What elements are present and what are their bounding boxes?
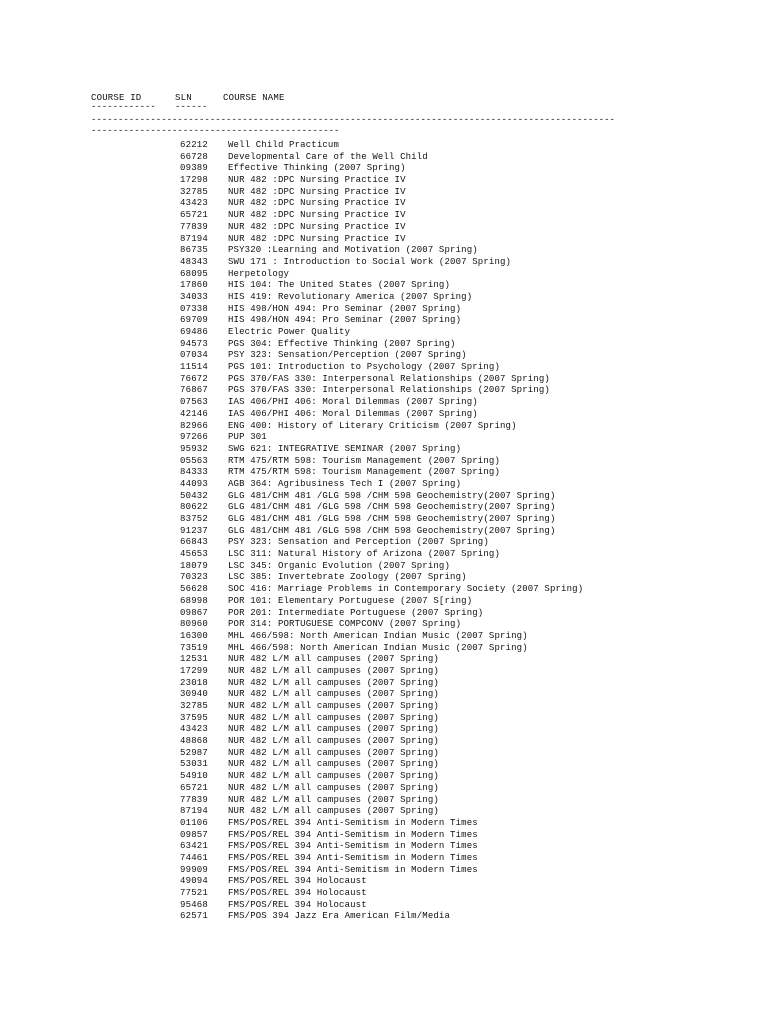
course-name-value: FMS/POS/REL 394 Anti-Semitism in Modern Times [228, 817, 478, 828]
list-item [0, 234, 768, 246]
separator-line: ------------------------------------------------------------------------------------------------- [91, 115, 615, 125]
sln-value: 91237 [180, 525, 209, 536]
sln-value: 76867 [180, 385, 209, 396]
sln-value: 56628 [180, 584, 209, 595]
course-name-value: POR 201: Intermediate Portuguese (2007 Spring) [228, 607, 484, 618]
list-item [0, 292, 768, 304]
list-item [0, 736, 768, 748]
list-item [0, 421, 768, 433]
sln-value: 48868 [180, 736, 209, 747]
course-name-value: NUR 482 :DPC Nursing Practice IV [228, 221, 406, 232]
list-item [0, 327, 768, 339]
sln-value: 80960 [180, 619, 209, 630]
sln-value: 68095 [180, 268, 209, 279]
sln-value: 09867 [180, 607, 209, 618]
course-name-value: PUP 301 [228, 432, 267, 443]
course-name-value: FMS/POS 394 Jazz Era American Film/Media [228, 911, 451, 922]
list-item [0, 339, 768, 351]
course-name-value: NUR 482 :DPC Nursing Practice IV [228, 210, 406, 221]
course-name-value: Electric Power Quality [228, 327, 351, 337]
list-item [0, 631, 768, 643]
course-name-value: HIS 498/HON 494: Pro Seminar (2007 Spring) [228, 315, 462, 326]
list-item [0, 713, 768, 725]
sln-value: 77839 [180, 221, 209, 232]
list-item [0, 362, 768, 374]
course-list [0, 140, 768, 923]
course-name-value: NUR 482 L/M all campuses (2007 Spring) [228, 736, 439, 747]
sln-value: 73519 [180, 642, 209, 653]
list-item [0, 187, 768, 199]
sln-value: 52987 [180, 747, 209, 758]
sln-value: 95468 [180, 899, 209, 910]
sln-value: 80622 [180, 502, 209, 513]
sln-value: 43423 [180, 724, 209, 735]
sln-value: 01106 [180, 817, 209, 828]
list-item [0, 514, 768, 526]
sln-value: 16300 [180, 630, 209, 641]
sln-underline: ------ [175, 102, 208, 112]
course-name-value: IAS 406/PHI 406: Moral Dilemmas (2007 Spring) [228, 397, 478, 408]
list-item [0, 245, 768, 257]
list-item [0, 432, 768, 444]
sln-value: 30940 [180, 689, 209, 700]
sln-value: 07034 [180, 350, 209, 361]
sln-value: 77839 [180, 794, 209, 805]
list-item [0, 152, 768, 164]
list-item [0, 269, 768, 281]
course-name-value: Well Child Practicum [228, 140, 340, 150]
sln-value: 82966 [180, 420, 209, 431]
list-item [0, 456, 768, 468]
course-name-value: FMS/POS/REL 394 Anti-Semitism in Modern Times [228, 864, 478, 875]
course-name-value: MHL 466/598: North American Indian Music (2007 Spring) [228, 642, 528, 653]
list-item [0, 526, 768, 538]
list-item [0, 198, 768, 210]
list-item [0, 315, 768, 327]
list-item [0, 643, 768, 655]
course-name-value: FMS/POS/REL 394 Anti-Semitism in Modern Times [228, 841, 478, 852]
sln-value: 43423 [180, 198, 209, 209]
sln-value: 48343 [180, 256, 209, 267]
course-name-value: POR 101: Elementary Portuguese (2007 S[ring) [228, 595, 473, 606]
sln-value: 50432 [180, 490, 209, 501]
sln-value: 94573 [180, 338, 209, 349]
course-name-value: RTM 475/RTM 598: Tourism Management (2007 Spring) [228, 455, 500, 466]
list-item [0, 409, 768, 421]
list-item [0, 572, 768, 584]
course-name-value: LSC 311: Natural History of Arizona (2007 Spring) [228, 549, 500, 560]
sln-value: 42146 [180, 408, 209, 419]
sln-value: 32785 [180, 186, 209, 197]
list-item [0, 304, 768, 316]
course-name-value: NUR 482 L/M all campuses (2007 Spring) [228, 712, 439, 723]
sln-value: 34033 [180, 291, 209, 302]
course-name-value: SWG 621: INTEGRATIVE SEMINAR (2007 Spring) [228, 443, 462, 454]
sln-value: 09389 [180, 163, 209, 174]
list-item [0, 467, 768, 479]
list-item [0, 724, 768, 736]
list-item [0, 654, 768, 666]
sln-value: 12531 [180, 654, 209, 665]
list-item [0, 397, 768, 409]
course-name-value: FMS/POS/REL 394 Holocaust [228, 888, 367, 898]
course-name-value: Effective Thinking (2007 Spring) [228, 163, 406, 174]
course-name-value: NUR 482 L/M all campuses (2007 Spring) [228, 794, 439, 805]
list-item [0, 549, 768, 561]
list-item [0, 783, 768, 795]
sln-value: 05563 [180, 455, 209, 466]
sln-value: 69709 [180, 315, 209, 326]
course-name-value: PSY 323: Sensation/Perception (2007 Spring) [228, 350, 467, 361]
course-name-value: Herpetology [228, 268, 290, 279]
list-item [0, 759, 768, 771]
sln-value: 32785 [180, 701, 209, 711]
sln-value: 87194 [180, 233, 209, 244]
course-name-value: PGS 370/FAS 330: Interpersonal Relationships (2007 Spring) [228, 385, 550, 396]
separator-line-continued: ---------------------------------------------- [91, 126, 340, 136]
sln-value: 76672 [180, 373, 209, 384]
sln-value: 07563 [180, 397, 209, 408]
sln-value: 09857 [180, 829, 209, 840]
course-name-value: NUR 482 L/M all campuses (2007 Spring) [228, 724, 439, 735]
list-item [0, 537, 768, 549]
list-item [0, 888, 768, 900]
sln-value: 62571 [180, 911, 209, 922]
list-item [0, 619, 768, 631]
course-name-value: NUR 482 L/M all campuses (2007 Spring) [228, 665, 439, 676]
sln-value: 45653 [180, 549, 209, 560]
list-item [0, 491, 768, 503]
sln-value: 87194 [180, 806, 209, 817]
list-item [0, 140, 768, 152]
course-name-value: MHL 466/598: North American Indian Music (2007 Spring) [228, 630, 528, 641]
course-name-value: NUR 482 L/M all campuses (2007 Spring) [228, 771, 439, 782]
course-name-value: POR 314: PORTUGUESE COMPCONV (2007 Spring) [228, 619, 462, 630]
course-name-value: NUR 482 :DPC Nursing Practice IV [228, 175, 406, 186]
course-name-value: NUR 482 :DPC Nursing Practice IV [228, 233, 406, 244]
course-name-value: NUR 482 L/M all campuses (2007 Spring) [228, 747, 439, 758]
sln-value: 77521 [180, 888, 209, 898]
list-item [0, 865, 768, 877]
course-name-value: HIS 104: The United States (2007 Spring) [228, 280, 451, 291]
list-item [0, 374, 768, 386]
course-id-header: COURSE ID [91, 93, 142, 103]
course-name-value: FMS/POS/REL 394 Anti-Semitism in Modern Times [228, 829, 478, 840]
list-item [0, 830, 768, 842]
list-item [0, 795, 768, 807]
sln-value: 66728 [180, 151, 209, 162]
course-name-value: NUR 482 :DPC Nursing Practice IV [228, 198, 406, 209]
course-name-value: SOC 416: Marriage Problems in Contemporary Society (2007 Spring) [228, 584, 584, 595]
list-item [0, 748, 768, 760]
list-item [0, 561, 768, 573]
sln-value: 17298 [180, 175, 209, 186]
sln-value: 44093 [180, 478, 209, 489]
course-name-value: NUR 482 :DPC Nursing Practice IV [228, 186, 406, 197]
course-name-value: NUR 482 L/M all campuses (2007 Spring) [228, 759, 439, 770]
sln-value: 18079 [180, 560, 209, 571]
sln-value: 97266 [180, 432, 209, 443]
course-name-header: COURSE NAME [223, 93, 285, 103]
course-name-value: LSC 345: Organic Evolution (2007 Spring) [228, 560, 451, 571]
sln-value: 74461 [180, 852, 209, 863]
list-item [0, 666, 768, 678]
list-item [0, 596, 768, 608]
course-name-value: PGS 304: Effective Thinking (2007 Spring) [228, 338, 456, 349]
course-name-value: PGS 370/FAS 330: Interpersonal Relationships (2007 Spring) [228, 373, 550, 384]
course-name-value: NUR 482 L/M all campuses (2007 Spring) [228, 701, 439, 711]
list-item [0, 853, 768, 865]
list-item [0, 771, 768, 783]
course-name-value: GLG 481/CHM 481 /GLG 598 /CHM 598 Geochemistry(2007 Spring) [228, 490, 556, 501]
course-name-value: ENG 400: History of Literary Criticism (2007 Spring) [228, 420, 517, 431]
sln-value: 86735 [180, 245, 209, 256]
course-name-value: GLG 481/CHM 481 /GLG 598 /CHM 598 Geochemistry(2007 Spring) [228, 502, 556, 513]
sln-value: 49094 [180, 876, 209, 887]
course-name-value: HIS 419: Revolutionary America (2007 Spring) [228, 291, 473, 302]
sln-value: 63421 [180, 841, 209, 852]
sln-value: 83752 [180, 514, 209, 524]
list-item [0, 818, 768, 830]
course-name-value: FMS/POS/REL 394 Anti-Semitism in Modern Times [228, 852, 478, 863]
course-name-value: AGB 364: Agribusiness Tech I (2007 Spring) [228, 478, 462, 489]
list-item [0, 175, 768, 187]
course-name-value: IAS 406/PHI 406: Moral Dilemmas (2007 Spring) [228, 408, 478, 419]
course-name-value: LSC 385: Invertebrate Zoology (2007 Spring) [228, 572, 467, 583]
list-item [0, 385, 768, 397]
course-name-value: GLG 481/CHM 481 /GLG 598 /CHM 598 Geochemistry(2007 Spring) [228, 525, 556, 536]
sln-value: 17299 [180, 665, 209, 676]
course-name-value: NUR 482 L/M all campuses (2007 Spring) [228, 806, 439, 817]
sln-value: 66843 [180, 537, 209, 548]
list-item [0, 701, 768, 713]
course-name-value: NUR 482 L/M all campuses (2007 Spring) [228, 677, 439, 688]
list-item [0, 280, 768, 292]
list-item [0, 608, 768, 620]
sln-value: 70323 [180, 572, 209, 583]
course-name-value: PGS 101: Introduction to Psychology (2007 Spring) [228, 362, 500, 373]
list-item [0, 257, 768, 269]
course-name-value: NUR 482 L/M all campuses (2007 Spring) [228, 689, 439, 700]
course-name-value: Developmental Care of the Well Child [228, 151, 428, 162]
list-item [0, 222, 768, 234]
sln-header: SLN [175, 93, 192, 103]
course-id-underline: ------------ [91, 102, 156, 112]
list-item [0, 444, 768, 456]
list-item [0, 584, 768, 596]
course-name-value: FMS/POS/REL 394 Holocaust [228, 876, 367, 887]
sln-value: 99909 [180, 864, 209, 875]
course-name-value: GLG 481/CHM 481 /GLG 598 /CHM 598 Geochemistry(2007 Spring) [228, 514, 556, 524]
list-item [0, 900, 768, 912]
list-item [0, 502, 768, 514]
list-item [0, 911, 768, 923]
sln-value: 11514 [180, 362, 209, 373]
sln-value: 95932 [180, 443, 209, 454]
sln-value: 68998 [180, 595, 209, 606]
list-item [0, 350, 768, 362]
course-name-value: FMS/POS/REL 394 Holocaust [228, 899, 367, 910]
list-item [0, 678, 768, 690]
list-item [0, 876, 768, 888]
course-name-value: NUR 482 L/M all campuses (2007 Spring) [228, 654, 439, 665]
sln-value: 23018 [180, 677, 209, 688]
course-name-value: HIS 498/HON 494: Pro Seminar (2007 Spring) [228, 303, 462, 314]
list-item [0, 689, 768, 701]
sln-value: 37595 [180, 712, 209, 723]
course-name-value: SWU 171 : Introduction to Social Work (2007 Spring) [228, 256, 512, 267]
list-item [0, 210, 768, 222]
list-item [0, 841, 768, 853]
sln-value: 53031 [180, 759, 209, 770]
sln-value: 17860 [180, 280, 209, 291]
course-name-value: PSY320 :Learning and Motivation (2007 Spring) [228, 245, 478, 256]
course-name-value: RTM 475/RTM 598: Tourism Management (2007 Spring) [228, 467, 500, 478]
sln-value: 54910 [180, 771, 209, 782]
sln-value: 65721 [180, 210, 209, 221]
list-item [0, 163, 768, 175]
sln-value: 07338 [180, 303, 209, 314]
sln-value: 69486 [180, 327, 209, 337]
list-item [0, 806, 768, 818]
sln-value: 84333 [180, 467, 209, 478]
sln-value: 65721 [180, 782, 209, 793]
list-item [0, 479, 768, 491]
course-name-value: NUR 482 L/M all campuses (2007 Spring) [228, 782, 439, 793]
sln-value: 62212 [180, 140, 209, 150]
course-name-value: PSY 323: Sensation and Perception (2007 Spring) [228, 537, 489, 548]
